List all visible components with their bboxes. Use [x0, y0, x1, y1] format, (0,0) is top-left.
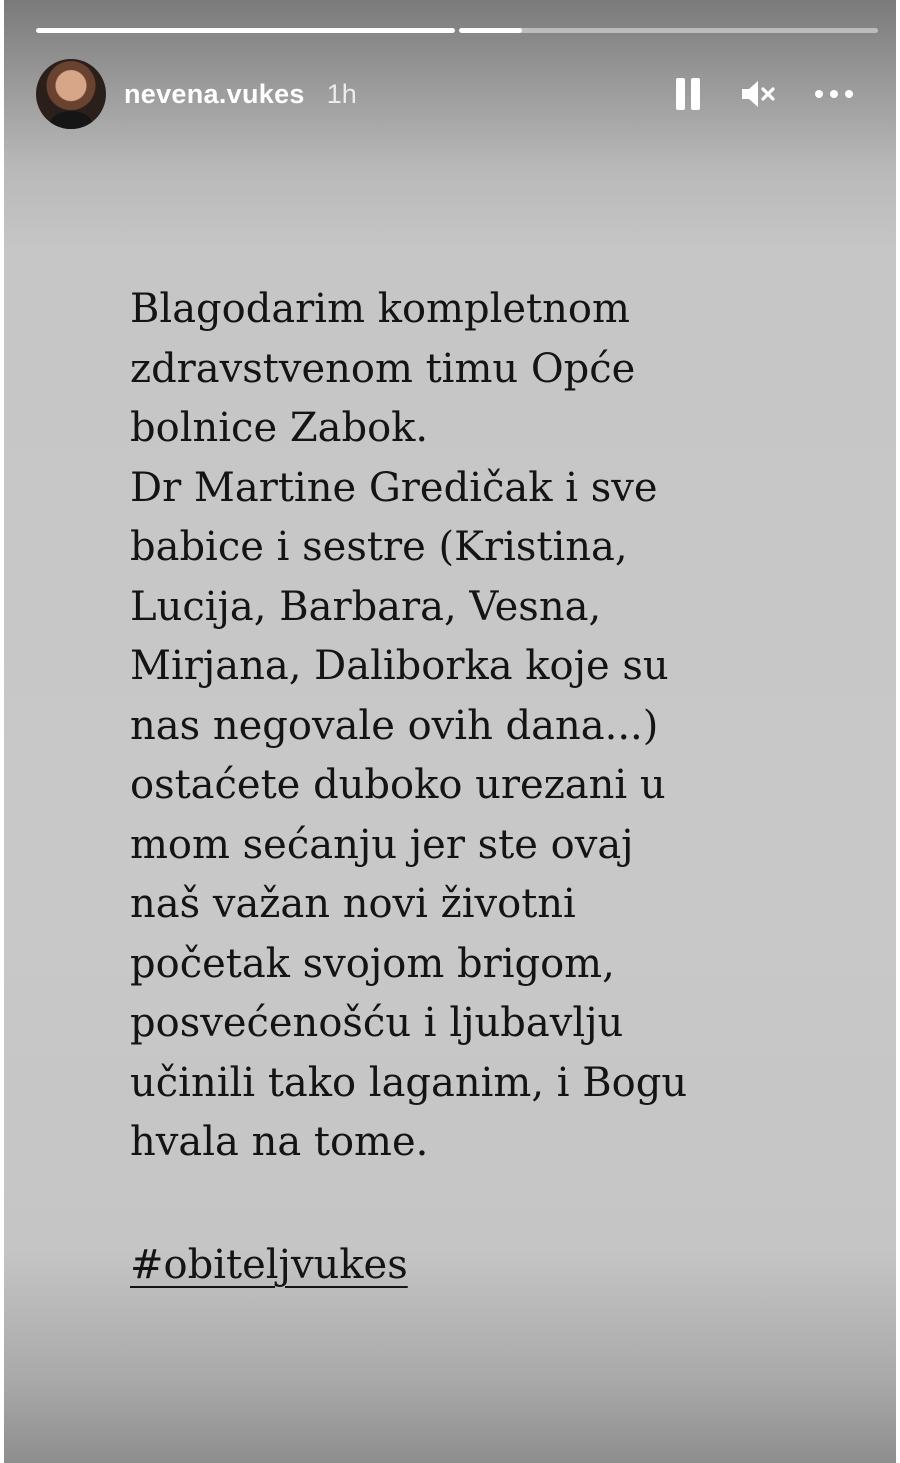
story-viewer[interactable] [4, 0, 896, 1463]
more-icon[interactable] [814, 89, 854, 99]
progress-fill-1 [36, 28, 455, 33]
post-time: 1h [326, 78, 357, 109]
story-controls [674, 78, 864, 110]
story-text: Blagodarim kompletnom zdravstvenom timu Opće bolnice Zabok. Dr Martine Gredičak i sve babice i sestre (Kristina, Lucija, Barbara, Vesna, Mirjana, Daliborka koje su nas negovale ovih dana...) ostaćete duboko urezani u mom sećanju jer ste ovaj naš važan novi životni početak svojom brigom, posvećenošću i ljubavlju učinili tako laganim, i Bogu hvala na tome. [130, 286, 688, 1165]
avatar[interactable] [36, 59, 106, 129]
progress-fill-2 [459, 28, 522, 33]
progress-segment-2 [459, 28, 878, 33]
pause-icon[interactable] [674, 78, 702, 110]
story-header [36, 58, 864, 130]
progress-segment-1 [36, 28, 455, 33]
username[interactable]: nevena.vukes [124, 78, 305, 109]
hashtag-link[interactable]: #obiteljvukes [130, 1242, 408, 1288]
mute-icon[interactable] [740, 78, 776, 110]
story-progress-bar [36, 28, 878, 33]
